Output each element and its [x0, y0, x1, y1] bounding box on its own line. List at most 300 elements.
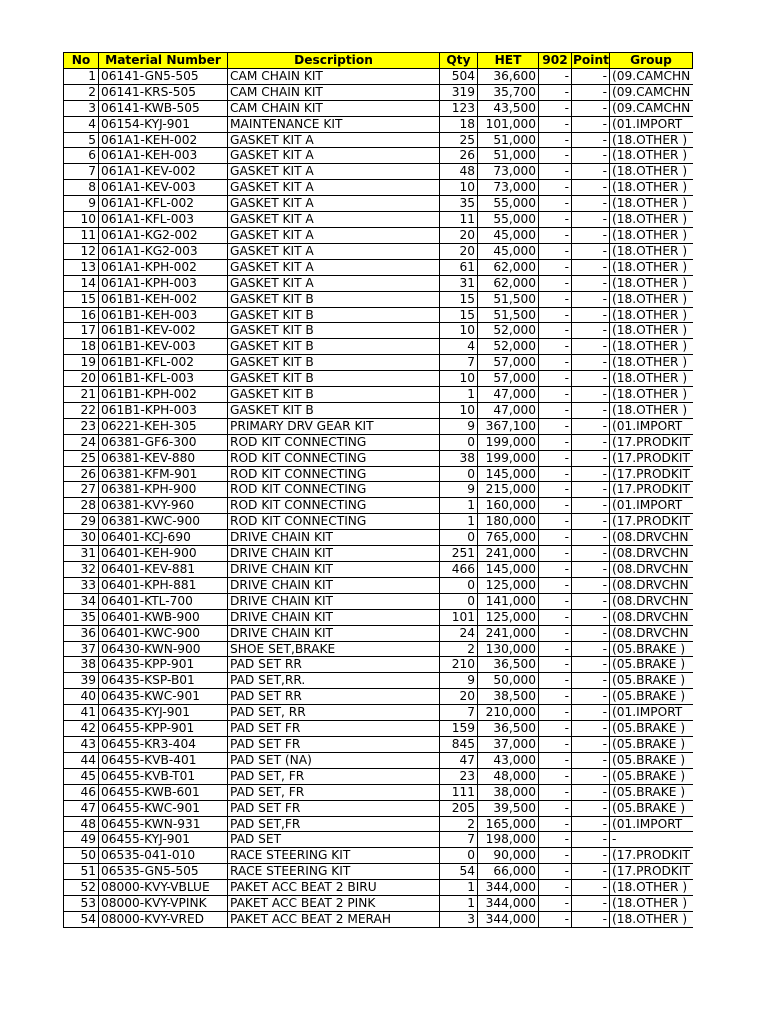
- cell-description[interactable]: GASKET KIT B: [228, 323, 440, 339]
- cell-qty[interactable]: 9: [440, 482, 478, 498]
- cell-902[interactable]: -: [539, 355, 572, 371]
- cell-qty[interactable]: 26: [440, 148, 478, 164]
- cell-het[interactable]: 47,000: [478, 402, 539, 418]
- cell-902[interactable]: -: [539, 593, 572, 609]
- cell-description[interactable]: DRIVE CHAIN KIT: [228, 593, 440, 609]
- cell-no[interactable]: 19: [64, 355, 99, 371]
- cell-902[interactable]: -: [539, 689, 572, 705]
- cell-het[interactable]: 125,000: [478, 577, 539, 593]
- cell-material-number[interactable]: 08000-KVY-VBLUE: [99, 880, 228, 896]
- cell-902[interactable]: -: [539, 896, 572, 912]
- cell-qty[interactable]: 0: [440, 530, 478, 546]
- col-header-902[interactable]: 902: [539, 53, 572, 69]
- cell-group[interactable]: (18.OTHER ): [610, 880, 693, 896]
- cell-material-number[interactable]: 06455-KR3-404: [99, 736, 228, 752]
- cell-group[interactable]: (18.OTHER ): [610, 227, 693, 243]
- cell-material-number[interactable]: 06401-KTL-700: [99, 593, 228, 609]
- cell-qty[interactable]: 38: [440, 450, 478, 466]
- cell-qty[interactable]: 504: [440, 68, 478, 84]
- cell-902[interactable]: -: [539, 323, 572, 339]
- cell-het[interactable]: 141,000: [478, 593, 539, 609]
- cell-material-number[interactable]: 061B1-KEH-003: [99, 307, 228, 323]
- cell-qty[interactable]: 1: [440, 896, 478, 912]
- cell-group[interactable]: (18.OTHER ): [610, 196, 693, 212]
- cell-material-number[interactable]: 06455-KYJ-901: [99, 832, 228, 848]
- cell-902[interactable]: -: [539, 530, 572, 546]
- cell-group[interactable]: (01.IMPORT: [610, 116, 693, 132]
- cell-point[interactable]: -: [572, 148, 610, 164]
- cell-het[interactable]: 62,000: [478, 259, 539, 275]
- cell-description[interactable]: CAM CHAIN KIT: [228, 84, 440, 100]
- cell-qty[interactable]: 3: [440, 911, 478, 927]
- cell-902[interactable]: -: [539, 482, 572, 498]
- cell-het[interactable]: 344,000: [478, 896, 539, 912]
- cell-het[interactable]: 55,000: [478, 212, 539, 228]
- cell-902[interactable]: -: [539, 243, 572, 259]
- cell-no[interactable]: 34: [64, 593, 99, 609]
- cell-qty[interactable]: 15: [440, 291, 478, 307]
- cell-no[interactable]: 13: [64, 259, 99, 275]
- cell-het[interactable]: 101,000: [478, 116, 539, 132]
- cell-material-number[interactable]: 06435-KYJ-901: [99, 705, 228, 721]
- cell-qty[interactable]: 48: [440, 164, 478, 180]
- cell-qty[interactable]: 205: [440, 800, 478, 816]
- cell-material-number[interactable]: 06141-GN5-505: [99, 68, 228, 84]
- cell-group[interactable]: (17.PRODKIT: [610, 434, 693, 450]
- cell-material-number[interactable]: 061A1-KG2-002: [99, 227, 228, 243]
- cell-no[interactable]: 20: [64, 371, 99, 387]
- cell-description[interactable]: GASKET KIT A: [228, 180, 440, 196]
- cell-no[interactable]: 44: [64, 752, 99, 768]
- cell-no[interactable]: 33: [64, 577, 99, 593]
- cell-902[interactable]: -: [539, 259, 572, 275]
- cell-no[interactable]: 3: [64, 100, 99, 116]
- cell-902[interactable]: -: [539, 609, 572, 625]
- cell-description[interactable]: PRIMARY DRV GEAR KIT: [228, 418, 440, 434]
- cell-description[interactable]: ROD KIT CONNECTING: [228, 498, 440, 514]
- cell-het[interactable]: 165,000: [478, 816, 539, 832]
- cell-point[interactable]: -: [572, 736, 610, 752]
- cell-group[interactable]: (18.OTHER ): [610, 339, 693, 355]
- cell-qty[interactable]: 1: [440, 387, 478, 403]
- cell-material-number[interactable]: 06381-KEV-880: [99, 450, 228, 466]
- cell-no[interactable]: 16: [64, 307, 99, 323]
- cell-point[interactable]: -: [572, 768, 610, 784]
- cell-point[interactable]: -: [572, 402, 610, 418]
- cell-qty[interactable]: 123: [440, 100, 478, 116]
- cell-material-number[interactable]: 06401-KPH-881: [99, 577, 228, 593]
- cell-qty[interactable]: 1: [440, 880, 478, 896]
- cell-description[interactable]: GASKET KIT A: [228, 148, 440, 164]
- cell-902[interactable]: -: [539, 307, 572, 323]
- cell-point[interactable]: -: [572, 132, 610, 148]
- cell-no[interactable]: 51: [64, 864, 99, 880]
- cell-point[interactable]: -: [572, 259, 610, 275]
- cell-point[interactable]: -: [572, 848, 610, 864]
- cell-material-number[interactable]: 061B1-KFL-003: [99, 371, 228, 387]
- cell-het[interactable]: 39,500: [478, 800, 539, 816]
- cell-group[interactable]: (08.DRVCHN: [610, 562, 693, 578]
- cell-het[interactable]: 48,000: [478, 768, 539, 784]
- cell-no[interactable]: 8: [64, 180, 99, 196]
- cell-point[interactable]: -: [572, 450, 610, 466]
- cell-description[interactable]: GASKET KIT B: [228, 291, 440, 307]
- cell-902[interactable]: -: [539, 466, 572, 482]
- cell-point[interactable]: -: [572, 339, 610, 355]
- cell-no[interactable]: 52: [64, 880, 99, 896]
- cell-902[interactable]: -: [539, 371, 572, 387]
- cell-group[interactable]: (08.DRVCHN: [610, 625, 693, 641]
- cell-902[interactable]: -: [539, 132, 572, 148]
- col-header-material-number[interactable]: Material Number: [99, 53, 228, 69]
- cell-material-number[interactable]: 061A1-KEH-002: [99, 132, 228, 148]
- cell-material-number[interactable]: 06455-KPP-901: [99, 721, 228, 737]
- cell-point[interactable]: -: [572, 323, 610, 339]
- cell-material-number[interactable]: 06455-KVB-401: [99, 752, 228, 768]
- cell-het[interactable]: 37,000: [478, 736, 539, 752]
- cell-group[interactable]: (18.OTHER ): [610, 291, 693, 307]
- cell-group[interactable]: (05.BRAKE ): [610, 641, 693, 657]
- cell-group[interactable]: (01.IMPORT: [610, 498, 693, 514]
- cell-description[interactable]: GASKET KIT A: [228, 275, 440, 291]
- cell-qty[interactable]: 0: [440, 466, 478, 482]
- cell-point[interactable]: -: [572, 546, 610, 562]
- cell-no[interactable]: 18: [64, 339, 99, 355]
- cell-902[interactable]: -: [539, 800, 572, 816]
- cell-het[interactable]: 160,000: [478, 498, 539, 514]
- cell-902[interactable]: -: [539, 832, 572, 848]
- cell-description[interactable]: GASKET KIT B: [228, 339, 440, 355]
- cell-no[interactable]: 46: [64, 784, 99, 800]
- cell-902[interactable]: -: [539, 434, 572, 450]
- cell-group[interactable]: (18.OTHER ): [610, 259, 693, 275]
- cell-no[interactable]: 27: [64, 482, 99, 498]
- col-header-description[interactable]: Description: [228, 53, 440, 69]
- cell-no[interactable]: 4: [64, 116, 99, 132]
- cell-description[interactable]: GASKET KIT B: [228, 387, 440, 403]
- cell-qty[interactable]: 61: [440, 259, 478, 275]
- cell-group[interactable]: (08.DRVCHN: [610, 577, 693, 593]
- cell-material-number[interactable]: 06535-041-010: [99, 848, 228, 864]
- cell-902[interactable]: -: [539, 514, 572, 530]
- cell-point[interactable]: -: [572, 243, 610, 259]
- cell-group[interactable]: (08.DRVCHN: [610, 530, 693, 546]
- cell-qty[interactable]: 7: [440, 705, 478, 721]
- cell-group[interactable]: (09.CAMCHN: [610, 68, 693, 84]
- cell-het[interactable]: 180,000: [478, 514, 539, 530]
- cell-qty[interactable]: 1: [440, 514, 478, 530]
- cell-no[interactable]: 49: [64, 832, 99, 848]
- cell-qty[interactable]: 845: [440, 736, 478, 752]
- cell-material-number[interactable]: 061A1-KEH-003: [99, 148, 228, 164]
- cell-het[interactable]: 344,000: [478, 880, 539, 896]
- cell-group[interactable]: (08.DRVCHN: [610, 593, 693, 609]
- cell-point[interactable]: -: [572, 371, 610, 387]
- cell-group[interactable]: (18.OTHER ): [610, 371, 693, 387]
- cell-het[interactable]: 51,000: [478, 148, 539, 164]
- cell-material-number[interactable]: 06221-KEH-305: [99, 418, 228, 434]
- cell-material-number[interactable]: 06381-KWC-900: [99, 514, 228, 530]
- cell-qty[interactable]: 54: [440, 864, 478, 880]
- cell-description[interactable]: GASKET KIT A: [228, 164, 440, 180]
- cell-no[interactable]: 29: [64, 514, 99, 530]
- cell-description[interactable]: DRIVE CHAIN KIT: [228, 562, 440, 578]
- cell-no[interactable]: 10: [64, 212, 99, 228]
- cell-qty[interactable]: 101: [440, 609, 478, 625]
- cell-het[interactable]: 73,000: [478, 180, 539, 196]
- cell-het[interactable]: 52,000: [478, 323, 539, 339]
- cell-no[interactable]: 24: [64, 434, 99, 450]
- cell-description[interactable]: GASKET KIT B: [228, 402, 440, 418]
- cell-het[interactable]: 43,500: [478, 100, 539, 116]
- cell-902[interactable]: -: [539, 768, 572, 784]
- cell-point[interactable]: -: [572, 625, 610, 641]
- cell-material-number[interactable]: 08000-KVY-VRED: [99, 911, 228, 927]
- cell-description[interactable]: ROD KIT CONNECTING: [228, 466, 440, 482]
- cell-het[interactable]: 45,000: [478, 243, 539, 259]
- cell-qty[interactable]: 9: [440, 673, 478, 689]
- cell-group[interactable]: (09.CAMCHN: [610, 84, 693, 100]
- cell-902[interactable]: -: [539, 562, 572, 578]
- cell-902[interactable]: -: [539, 450, 572, 466]
- cell-qty[interactable]: 319: [440, 84, 478, 100]
- cell-material-number[interactable]: 061A1-KEV-003: [99, 180, 228, 196]
- cell-het[interactable]: 51,000: [478, 132, 539, 148]
- cell-902[interactable]: -: [539, 816, 572, 832]
- cell-group[interactable]: -: [610, 832, 693, 848]
- cell-description[interactable]: DRIVE CHAIN KIT: [228, 625, 440, 641]
- col-header-point[interactable]: Point: [573, 53, 609, 67]
- cell-no[interactable]: 17: [64, 323, 99, 339]
- cell-description[interactable]: PAD SET (NA): [228, 752, 440, 768]
- cell-902[interactable]: -: [539, 880, 572, 896]
- cell-no[interactable]: 32: [64, 562, 99, 578]
- cell-het[interactable]: 36,600: [478, 68, 539, 84]
- cell-no[interactable]: 37: [64, 641, 99, 657]
- cell-het[interactable]: 241,000: [478, 625, 539, 641]
- cell-description[interactable]: GASKET KIT B: [228, 355, 440, 371]
- cell-point[interactable]: -: [572, 116, 610, 132]
- cell-description[interactable]: GASKET KIT B: [228, 307, 440, 323]
- cell-material-number[interactable]: 061B1-KFL-002: [99, 355, 228, 371]
- col-header-no[interactable]: No: [64, 53, 99, 69]
- cell-902[interactable]: -: [539, 625, 572, 641]
- col-header-group[interactable]: Group: [610, 53, 693, 69]
- cell-description[interactable]: PAD SET: [228, 832, 440, 848]
- cell-qty[interactable]: 15: [440, 307, 478, 323]
- cell-point[interactable]: -: [572, 911, 610, 927]
- cell-group[interactable]: (17.PRODKIT: [610, 848, 693, 864]
- cell-no[interactable]: 50: [64, 848, 99, 864]
- cell-point[interactable]: -: [572, 180, 610, 196]
- cell-description[interactable]: RACE STEERING KIT: [228, 864, 440, 880]
- cell-material-number[interactable]: 06401-KWC-900: [99, 625, 228, 641]
- cell-description[interactable]: ROD KIT CONNECTING: [228, 514, 440, 530]
- cell-902[interactable]: -: [539, 68, 572, 84]
- cell-no[interactable]: 9: [64, 196, 99, 212]
- cell-group[interactable]: (18.OTHER ): [610, 911, 693, 927]
- cell-het[interactable]: 57,000: [478, 355, 539, 371]
- cell-qty[interactable]: 7: [440, 832, 478, 848]
- cell-group[interactable]: (17.PRODKIT: [610, 450, 693, 466]
- cell-902[interactable]: -: [539, 673, 572, 689]
- cell-902[interactable]: -: [539, 498, 572, 514]
- cell-qty[interactable]: 0: [440, 848, 478, 864]
- cell-point[interactable]: -: [572, 355, 610, 371]
- cell-point[interactable]: -: [572, 896, 610, 912]
- cell-het[interactable]: 215,000: [478, 482, 539, 498]
- cell-group[interactable]: (17.PRODKIT: [610, 864, 693, 880]
- cell-material-number[interactable]: 06455-KVB-T01: [99, 768, 228, 784]
- cell-qty[interactable]: 0: [440, 434, 478, 450]
- cell-het[interactable]: 52,000: [478, 339, 539, 355]
- cell-het[interactable]: 50,000: [478, 673, 539, 689]
- cell-point[interactable]: -: [572, 530, 610, 546]
- cell-point[interactable]: -: [572, 498, 610, 514]
- cell-qty[interactable]: 0: [440, 593, 478, 609]
- cell-902[interactable]: -: [539, 864, 572, 880]
- cell-group[interactable]: (17.PRODKIT: [610, 482, 693, 498]
- cell-het[interactable]: 38,500: [478, 689, 539, 705]
- cell-point[interactable]: -: [572, 689, 610, 705]
- cell-point[interactable]: -: [572, 482, 610, 498]
- cell-het[interactable]: 125,000: [478, 609, 539, 625]
- cell-902[interactable]: -: [539, 641, 572, 657]
- cell-group[interactable]: (01.IMPORT: [610, 418, 693, 434]
- cell-no[interactable]: 36: [64, 625, 99, 641]
- col-header-het[interactable]: HET: [478, 53, 539, 69]
- cell-group[interactable]: (05.BRAKE ): [610, 768, 693, 784]
- cell-no[interactable]: 11: [64, 227, 99, 243]
- cell-het[interactable]: 241,000: [478, 546, 539, 562]
- cell-description[interactable]: PAD SET FR: [228, 721, 440, 737]
- cell-qty[interactable]: 10: [440, 371, 478, 387]
- cell-material-number[interactable]: 06401-KWB-900: [99, 609, 228, 625]
- cell-qty[interactable]: 20: [440, 689, 478, 705]
- cell-material-number[interactable]: 08000-KVY-VPINK: [99, 896, 228, 912]
- cell-point[interactable]: -: [572, 466, 610, 482]
- cell-point[interactable]: -: [572, 752, 610, 768]
- cell-qty[interactable]: 10: [440, 323, 478, 339]
- cell-qty[interactable]: 20: [440, 227, 478, 243]
- cell-point[interactable]: -: [572, 212, 610, 228]
- cell-material-number[interactable]: 06455-KWC-901: [99, 800, 228, 816]
- cell-group[interactable]: (05.BRAKE ): [610, 752, 693, 768]
- cell-902[interactable]: -: [539, 784, 572, 800]
- cell-902[interactable]: -: [539, 275, 572, 291]
- cell-material-number[interactable]: 06141-KRS-505: [99, 84, 228, 100]
- cell-902[interactable]: -: [539, 100, 572, 116]
- cell-point[interactable]: -: [572, 832, 610, 848]
- cell-description[interactable]: PAD SET FR: [228, 736, 440, 752]
- cell-group[interactable]: (09.CAMCHN: [610, 100, 693, 116]
- cell-material-number[interactable]: 061B1-KEV-002: [99, 323, 228, 339]
- cell-qty[interactable]: 7: [440, 355, 478, 371]
- cell-material-number[interactable]: 06141-KWB-505: [99, 100, 228, 116]
- cell-description[interactable]: PAKET ACC BEAT 2 MERAH: [228, 911, 440, 927]
- cell-group[interactable]: (05.BRAKE ): [610, 721, 693, 737]
- cell-material-number[interactable]: 06401-KCJ-690: [99, 530, 228, 546]
- cell-qty[interactable]: 10: [440, 180, 478, 196]
- cell-qty[interactable]: 10: [440, 402, 478, 418]
- cell-material-number[interactable]: 061A1-KFL-002: [99, 196, 228, 212]
- cell-group[interactable]: (05.BRAKE ): [610, 689, 693, 705]
- cell-no[interactable]: 38: [64, 657, 99, 673]
- cell-no[interactable]: 28: [64, 498, 99, 514]
- cell-no[interactable]: 54: [64, 911, 99, 927]
- cell-het[interactable]: 43,000: [478, 752, 539, 768]
- cell-group[interactable]: (18.OTHER ): [610, 402, 693, 418]
- cell-point[interactable]: -: [572, 577, 610, 593]
- cell-qty[interactable]: 24: [440, 625, 478, 641]
- cell-point[interactable]: -: [572, 880, 610, 896]
- cell-description[interactable]: PAD SET,FR: [228, 816, 440, 832]
- cell-group[interactable]: (08.DRVCHN: [610, 546, 693, 562]
- cell-902[interactable]: -: [539, 84, 572, 100]
- cell-het[interactable]: 73,000: [478, 164, 539, 180]
- col-header-qty[interactable]: Qty: [440, 53, 478, 69]
- cell-point[interactable]: -: [572, 100, 610, 116]
- cell-description[interactable]: PAD SET FR: [228, 800, 440, 816]
- cell-902[interactable]: -: [539, 736, 572, 752]
- cell-group[interactable]: (17.PRODKIT: [610, 514, 693, 530]
- cell-het[interactable]: 199,000: [478, 450, 539, 466]
- cell-description[interactable]: GASKET KIT A: [228, 227, 440, 243]
- cell-material-number[interactable]: 06401-KEH-900: [99, 546, 228, 562]
- cell-description[interactable]: RACE STEERING KIT: [228, 848, 440, 864]
- cell-qty[interactable]: 2: [440, 816, 478, 832]
- cell-point[interactable]: -: [572, 307, 610, 323]
- cell-material-number[interactable]: 061B1-KPH-002: [99, 387, 228, 403]
- cell-description[interactable]: SHOE SET,BRAKE: [228, 641, 440, 657]
- cell-point[interactable]: -: [572, 721, 610, 737]
- cell-qty[interactable]: 466: [440, 562, 478, 578]
- cell-902[interactable]: -: [539, 752, 572, 768]
- cell-het[interactable]: 199,000: [478, 434, 539, 450]
- cell-qty[interactable]: 0: [440, 577, 478, 593]
- cell-qty[interactable]: 35: [440, 196, 478, 212]
- cell-no[interactable]: 40: [64, 689, 99, 705]
- cell-description[interactable]: PAKET ACC BEAT 2 BIRU: [228, 880, 440, 896]
- cell-material-number[interactable]: 06381-KFM-901: [99, 466, 228, 482]
- cell-het[interactable]: 198,000: [478, 832, 539, 848]
- cell-group[interactable]: (01.IMPORT: [610, 816, 693, 832]
- cell-902[interactable]: -: [539, 911, 572, 927]
- cell-material-number[interactable]: 06401-KEV-881: [99, 562, 228, 578]
- cell-het[interactable]: 90,000: [478, 848, 539, 864]
- cell-material-number[interactable]: 06381-GF6-300: [99, 434, 228, 450]
- cell-group[interactable]: (18.OTHER ): [610, 243, 693, 259]
- cell-het[interactable]: 765,000: [478, 530, 539, 546]
- cell-no[interactable]: 21: [64, 387, 99, 403]
- cell-no[interactable]: 23: [64, 418, 99, 434]
- cell-material-number[interactable]: 061B1-KEH-002: [99, 291, 228, 307]
- cell-point[interactable]: -: [572, 800, 610, 816]
- cell-description[interactable]: GASKET KIT A: [228, 259, 440, 275]
- cell-group[interactable]: (18.OTHER ): [610, 387, 693, 403]
- cell-902[interactable]: -: [539, 387, 572, 403]
- cell-description[interactable]: MAINTENANCE KIT: [228, 116, 440, 132]
- cell-het[interactable]: 51,500: [478, 307, 539, 323]
- cell-902[interactable]: -: [539, 705, 572, 721]
- cell-description[interactable]: GASKET KIT A: [228, 243, 440, 259]
- cell-no[interactable]: 14: [64, 275, 99, 291]
- cell-group[interactable]: (05.BRAKE ): [610, 784, 693, 800]
- cell-description[interactable]: PAD SET, FR: [228, 784, 440, 800]
- cell-het[interactable]: 344,000: [478, 911, 539, 927]
- cell-description[interactable]: GASKET KIT A: [228, 212, 440, 228]
- cell-no[interactable]: 7: [64, 164, 99, 180]
